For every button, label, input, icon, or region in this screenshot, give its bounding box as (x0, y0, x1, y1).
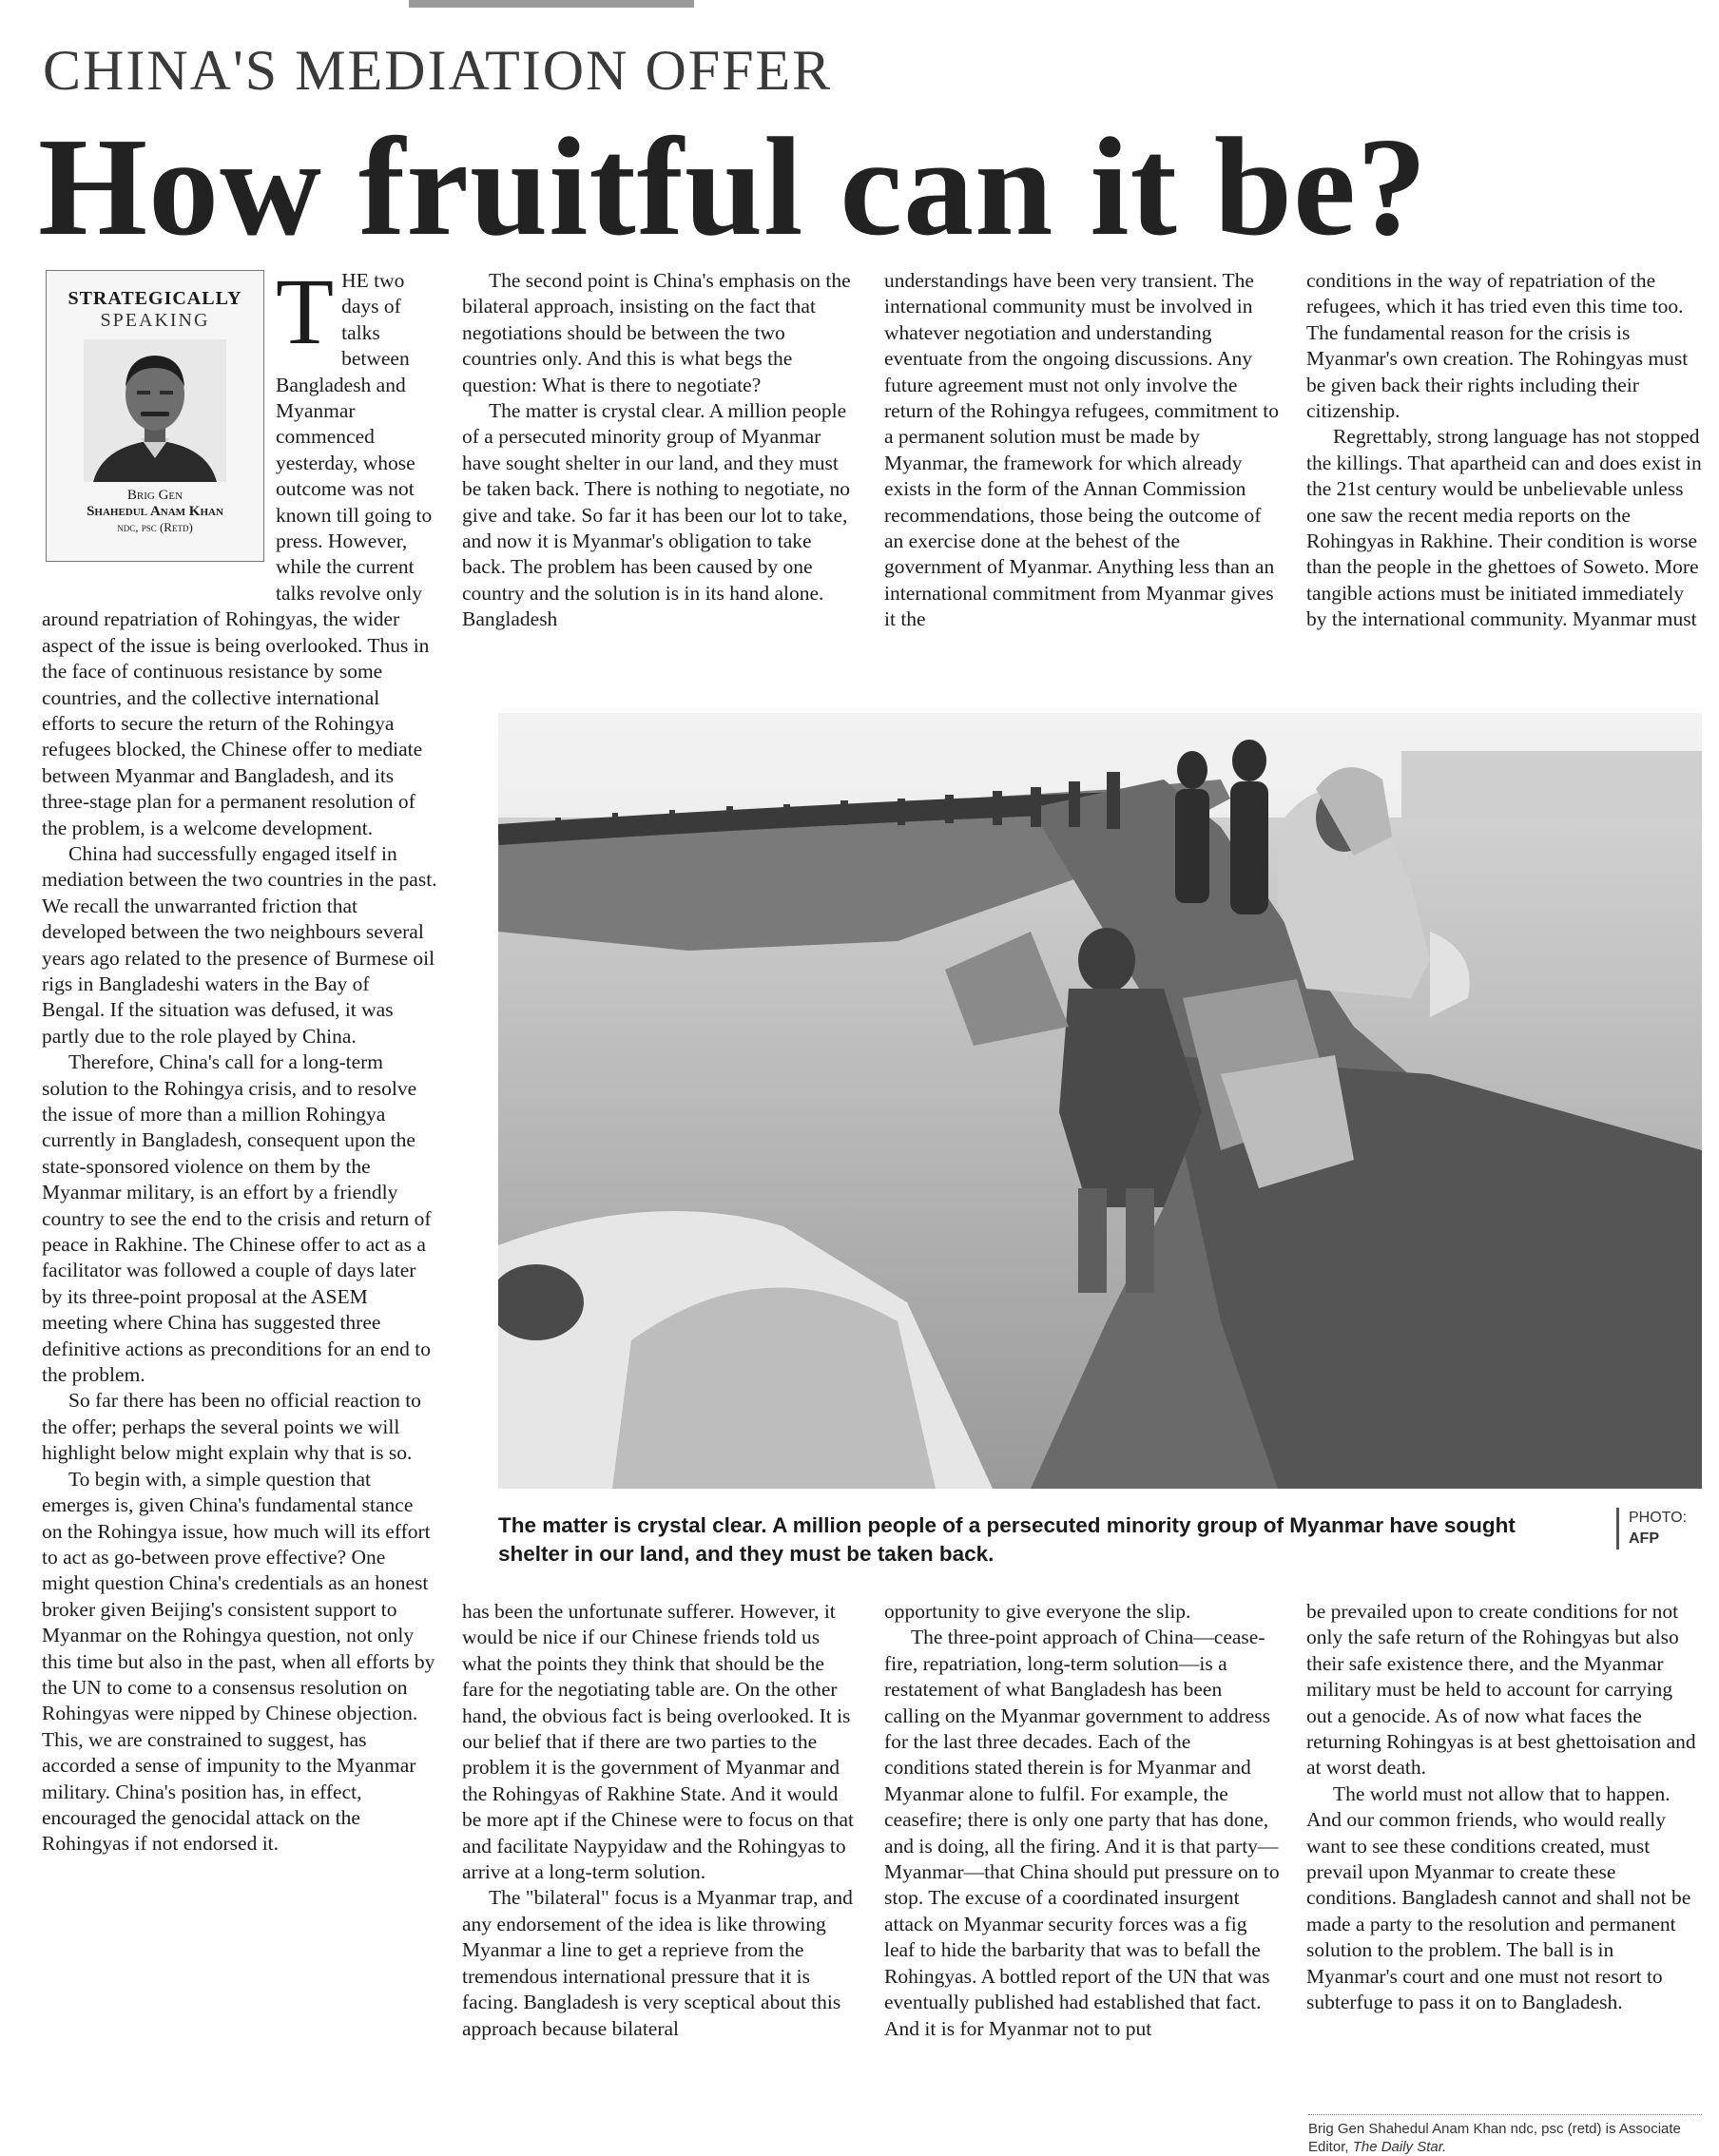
signature-publication: The Daily Star. (1352, 2139, 1447, 2155)
column-2-paragraph: The second point is China's emphasis on the bilateral approach, insisting on the fact that negotiations should be between the two countries only. And this is what begs the question: What is there to negotiate? (462, 269, 851, 396)
column-1-box-spacer (42, 268, 276, 606)
column-2-paragraph: has been the unfortunate sufferer. However, it would be nice if our Chinese friends told us what the points they think that should be the fare for the negotiating table are. On the other hand, the obvious fact is being overlooked. It is our belief that if there are two parties to the problem it is the government of Myanmar and the Rohingyas of Rakhine State. And it would be more apt if the Chinese were to focus on that and facilitate Naypyidaw and the Rohingyas to arrive at a long-term solution. (462, 1600, 854, 1884)
column-1 (42, 268, 437, 2131)
kicker: CHINA'S MEDIATION OFFER (43, 39, 833, 102)
column-4-bottom (1306, 1599, 1702, 2108)
series-title-line1: STRATEGICALLY (68, 288, 242, 309)
column-1-paragraph: China had successfully engaged itself in mediation between the two countries in the past. We recall the unwarranted friction that developed between the two neighbours several years ago related to the presence of Burmese oil rigs in Bangladeshi waters in the Bay of Bengal. If the situation was defused, it was partly due to the role played by China. (42, 841, 437, 1048)
column-4-paragraph: The world must not allow that to happen. And our common friends, who would really want to see these conditions created, must prevail upon Myanmar to create these conditions. Bangladesh cannot and shall not be made a party to the resolution and permanent solution to the problem. The ball is in Myanmar's court and one must not resort to subterfuge to pass it on to Bangladesh. (1306, 1781, 1691, 2014)
author-signature (1308, 2120, 1702, 2156)
signature-divider (1308, 2114, 1702, 2115)
column-1-paragraph: Therefore, China's call for a long-term solution to the Rohingya crisis, and to resolve the issue of more than a million Rohingya currently in Bangladesh, consequent upon the state-sponsored violence on them by the Myanmar military, is an effort by a friendly country to see the end to the crisis and return of peace in Rakhine. The Chinese offer to act as a facilitator was followed a couple of days later by its three-point proposal at the ASEM meeting where China has suggested three definitive actions as preconditions for an end to the problem. (42, 1050, 432, 1387)
photo-caption: The matter is crystal clear. A million people of a persecuted minority group of Myanmar have sought shelter in our land, and they must be taken back. (498, 1513, 1516, 1566)
photo-credit-label: PHOTO: (1629, 1510, 1688, 1526)
headline: How fruitful can it be? (38, 109, 1428, 265)
column-1-paragraph: HE two days of talks between Bangladesh and Myanmar commenced yesterday, whose outcome was not known till going to press. However, while the current talks revolve only around repatriation of Rohingyas, the wider aspect of the issue is being overlooked. Thus in the face of continuous resistance by some countries, and the collective international efforts to secure the return of the Rohingya refugees blocked, the Chinese offer to mediate between Myanmar and Bangladesh, and its three-stage plan for a permanent resolution of the problem, is a welcome development. (42, 269, 433, 839)
author-name: Shahedul Anam Khan (87, 504, 223, 519)
column-4-paragraph: Regrettably, strong language has not stopped the killings. That apartheid can and does exist in the 21st century would be unbelievable unless one saw the recent media reports on the Rohingyas in Rakhine. Their condition is worse than the people in the ghettoes of Soweto. More tangible actions must be initiated immediately by the international community. Myanmar must (1306, 425, 1702, 631)
column-3-paragraph: The three-point approach of China—cease-fire, repatriation, long-term solution—is a restatement of what Bangladesh has been calling on the Myanmar government to address for the last three decades. Each of the conditions stated therein is for Myanmar and Myanmar alone to fulfil. For example, the ceasefire; there is only one party that has done, and is doing, all the firing. And it is that party—Myanmar—that China should put pressure on to stop. The excuse of a coordinated insurgent attack on Myanmar security forces was a fig leaf to hide the barbarity that was to befall the Rohingyas. A bottled report of the UN that was eventually published had established that fact. And it is for Myanmar not to put (884, 1626, 1280, 2040)
column-4-paragraph: be prevailed upon to create conditions for not only the safe return of the Rohingyas but also their safe existence there, and the Myanmar military must be held to account for carrying out a genocide. As of now what faces the returning Rohingyas is at best ghettoisation and at worst death. (1306, 1600, 1696, 1780)
column-3-bottom (884, 1599, 1280, 2131)
column-1-paragraph: To begin with, a simple question that emerges is, given China's fundamental stance on the Rohingya issue, how much will its effort to act as go-between prove effective? One might question China's credentials as an honest broker given Beijing's consistent support to Myanmar on the Rohingya question, not only this time but also in the past, when all efforts by the UN to come to a consensus resolution on Rohingyas were nipped by Chinese objection. This, we are constrained to suggest, has accorded a sense of impunity to the Myanmar military. China's position has, in effect, encouraged the genocidal attack on the Rohingyas if not endorsed it. (42, 1467, 435, 1856)
author-credentials: ndc, psc (Retd) (117, 520, 193, 534)
signature-text: Brig Gen Shahedul Anam Khan ndc, psc (retd) is Associate Editor, (1308, 2121, 1681, 2155)
photo-credit (1616, 1508, 1714, 1550)
column-3-top (884, 268, 1280, 686)
author-rank: Brig Gen (126, 488, 183, 503)
column-1-paragraph: So far there has been no official reaction to the offer; perhaps the several points we will highlight below might explain why that is so. (42, 1389, 421, 1465)
photo-credit-source: AFP (1629, 1530, 1659, 1547)
column-2-top (462, 268, 860, 686)
column-3-paragraph: understandings have been very transient. The international community must be involved in whatever negotiation and understanding eventuate from the ongoing discussions. Any future agreement must not only involve the return of the Rohingya refugees, commitment to a permanent solution must be made by Myanmar, the framework for which already exists in the form of the Annan Commission recommendations, those being the outcome of an exercise done at the behest of the government of Myanmar. Anything less than an international commitment from Myanmar gives it the (884, 269, 1279, 631)
news-photo-refugees (498, 713, 1702, 1489)
column-2-paragraph: The "bilateral" focus is a Myanmar trap, and any endorsement of the idea is like throwing Myanmar a line to get a reprieve from the tremendous international pressure that it is facing. Bangladesh is very sceptical about this approach because bilateral (462, 1886, 853, 2040)
column-2-paragraph: The matter is crystal clear. A million people of a persecuted minority group of Myanmar have sought shelter in our land, and they must be taken back. There is nothing to negotiate, no give and take. So far it has been our lot to take, and now it is Myanmar's obligation to take back. The problem has been caused by one country and the solution is in its hand alone. Bangladesh (462, 399, 850, 631)
drop-cap: T (276, 268, 335, 364)
section-tab-strip (409, 0, 694, 8)
series-title-line2: SPEAKING (100, 310, 210, 331)
column-2-bottom (462, 1599, 860, 2131)
column-4-paragraph: conditions in the way of repatriation of the refugees, which it has tried even this time too. The fundamental reason for the crisis is Myanmar's own creation. The Rohingyas must be given back their rights including their citizenship. (1306, 269, 1689, 423)
column-4-top (1306, 268, 1702, 686)
column-3-paragraph: opportunity to give everyone the slip. (884, 1600, 1191, 1623)
